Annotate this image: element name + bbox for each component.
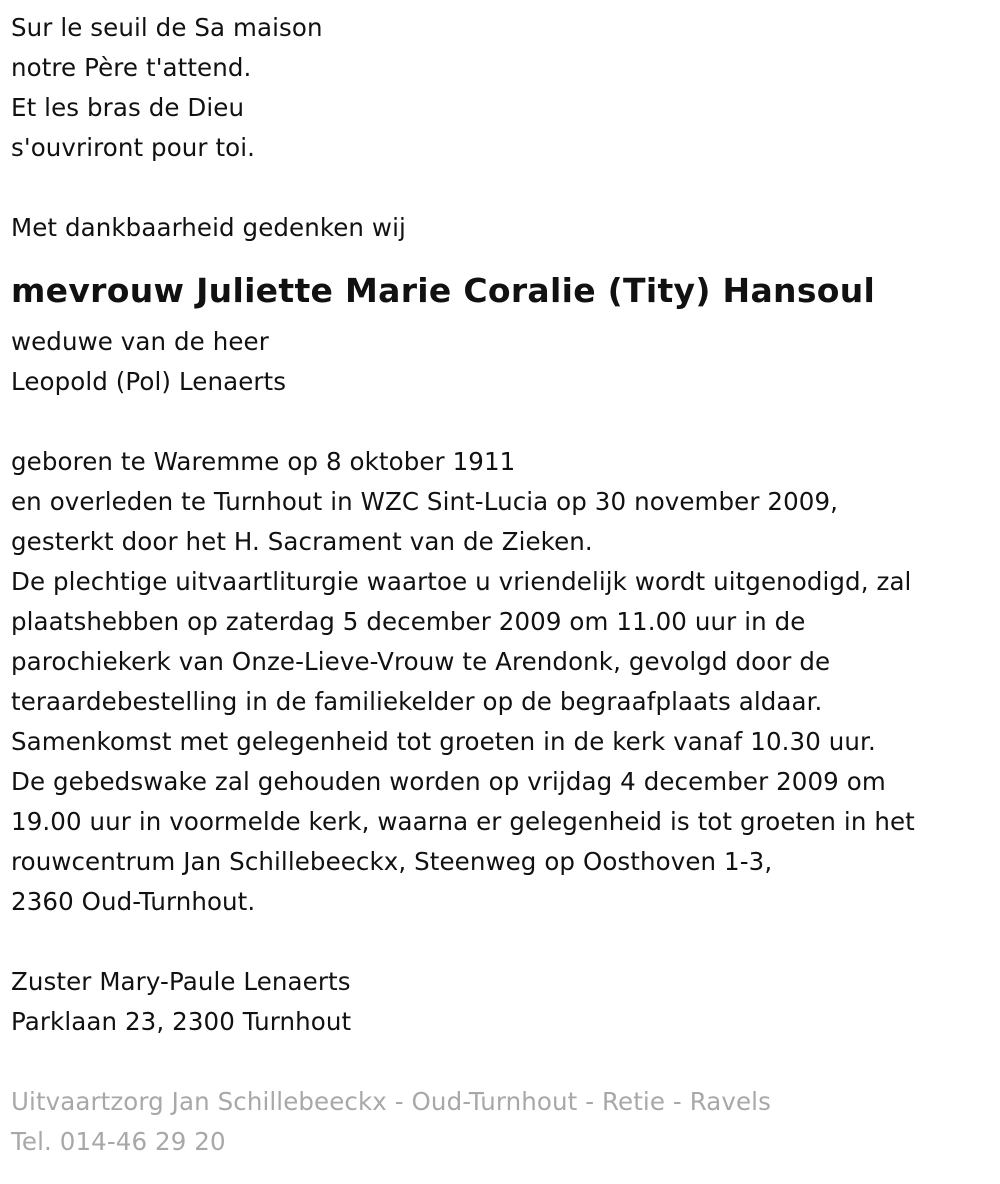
contact-address: Parklaan 23, 2300 Turnhout [11,1007,352,1036]
detail-line: rouwcentrum Jan Schillebeeckx, Steenweg op Oosthoven 1-3, [11,847,773,876]
poem-line: Et les bras de Dieu [11,93,245,122]
detail-line: Samenkomst met gelegenheid tot groeten in de kerk vanaf 10.30 uur. [11,727,876,756]
detail-line: 2360 Oud-Turnhout. [11,887,256,916]
funeral-details [11,442,1000,922]
detail-line: en overleden te Turnhout in WZC Sint-Lucia op 30 november 2009, [11,487,839,516]
spacer [11,1042,1000,1082]
intro-text: Met dankbaarheid gedenken wij [11,213,406,242]
detail-line: De plechtige uitvaartliturgie waartoe u vriendelijk wordt uitgenodigd, zal [11,567,912,596]
spacer [11,168,1000,208]
poem-line: Sur le seuil de Sa maison [11,13,323,42]
detail-line: 19.00 uur in voormelde kerk, waarna er gelegenheid is tot groeten in het [11,807,915,836]
poem-line: s'ouvriront pour toi. [11,133,256,162]
spacer [11,402,1000,442]
spouse-name: Leopold (Pol) Lenaerts [11,367,287,396]
funeral-home: Uitvaartzorg Jan Schillebeeckx - Oud-Turnhout - Retie - Ravels [11,1087,771,1116]
funeral-home-phone: Tel. 014-46 29 20 [11,1127,226,1156]
spacer [11,922,1000,962]
detail-line: teraardebestelling in de familiekelder op de begraafplaats aldaar. [11,687,823,716]
footer [11,1082,1000,1162]
deceased-name: mevrouw Juliette Marie Coralie (Tity) Hansoul [11,271,876,310]
contact-block [11,962,1000,1042]
detail-line: De gebedswake zal gehouden worden op vrijdag 4 december 2009 om [11,767,886,796]
detail-line: plaatshebben op zaterdag 5 december 2009 om 11.00 uur in de [11,607,806,636]
detail-line: parochiekerk van Onze-Lieve-Vrouw te Arendonk, gevolgd door de [11,647,831,676]
detail-line: gesterkt door het H. Sacrament van de Zieken. [11,527,593,556]
detail-line: geboren te Waremme op 8 oktober 1911 [11,447,516,476]
widow-line: weduwe van de heer [11,327,269,356]
poem [11,8,1000,168]
poem-line: notre Père t'attend. [11,53,252,82]
contact-name: Zuster Mary-Paule Lenaerts [11,967,351,996]
